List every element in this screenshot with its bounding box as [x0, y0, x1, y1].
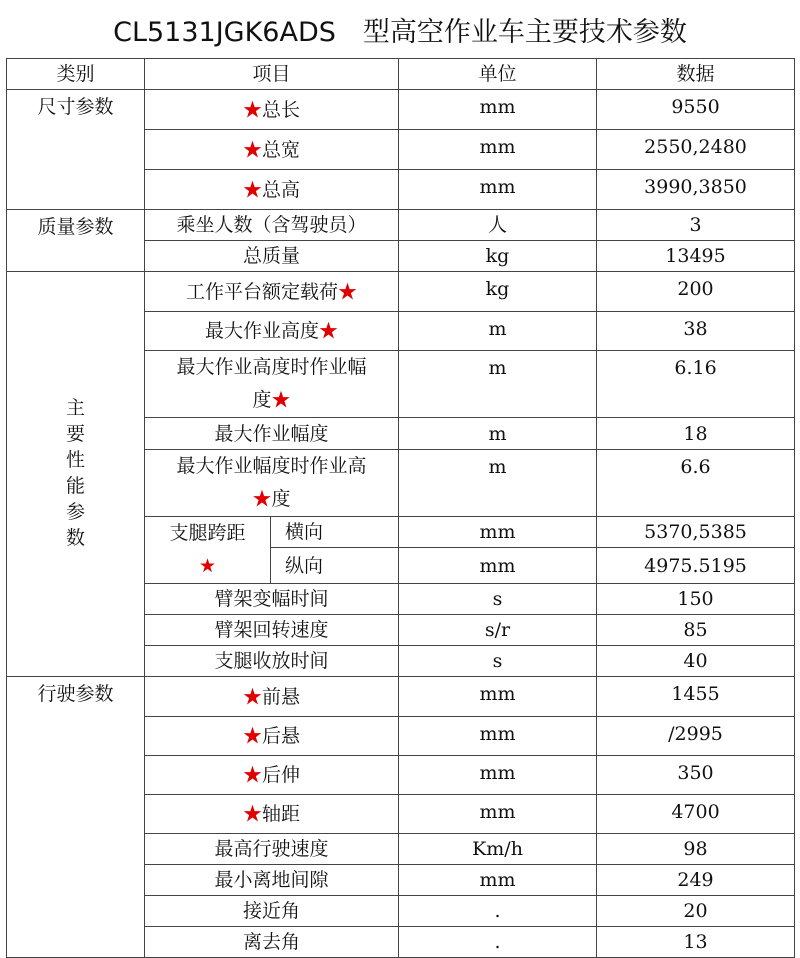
value-cell: 13 [597, 927, 795, 958]
group-dimensions: 尺寸参数 [7, 90, 145, 210]
page-title: CL5131JGK6ADS 型高空作业车主要技术参数 [113, 16, 687, 48]
unit-cell: s/r [399, 615, 597, 646]
star-icon: ★ [198, 555, 217, 577]
unit-cell: s [399, 584, 597, 615]
item-max-reach: 最大作业幅度 [145, 418, 399, 450]
table-row [7, 210, 795, 241]
table-row [7, 677, 795, 717]
value-cell: 3990,3850 [597, 170, 795, 210]
value-cell: 38 [597, 312, 795, 351]
star-icon: ★ [252, 488, 272, 510]
header-unit: 单位 [399, 59, 597, 90]
item-height-at-max-reach: 最大作业幅度时作业高 ★度 [145, 450, 399, 517]
item-boom-luffing-time: 臂架变幅时间 [145, 584, 399, 615]
unit-cell: m [399, 450, 597, 517]
unit-cell: m [399, 351, 597, 418]
unit-cell: s [399, 646, 597, 677]
group-performance: 主要性能参数 [7, 272, 145, 677]
value-cell: 200 [597, 272, 795, 312]
star-icon: ★ [242, 725, 262, 747]
item-departure-angle: 离去角 [145, 927, 399, 958]
star-icon: ★ [242, 178, 262, 201]
value-cell: 249 [597, 865, 795, 896]
value-cell: 20 [597, 896, 795, 927]
item-passengers: 乘坐人数（含驾驶员） [145, 210, 399, 241]
unit-cell: mm [399, 517, 597, 548]
unit-cell: mm [399, 717, 597, 756]
value-cell: 13495 [597, 241, 795, 272]
value-cell: 3 [597, 210, 795, 241]
unit-cell: m [399, 418, 597, 450]
item-total-width: ★总宽 [145, 130, 399, 170]
item-outrigger-longitudinal: 纵向 [271, 548, 399, 584]
value-cell: /2995 [597, 717, 795, 756]
item-boom-slew-speed: 臂架回转速度 [145, 615, 399, 646]
star-icon: ★ [242, 764, 262, 786]
star-icon: ★ [242, 685, 262, 708]
unit-cell: mm [399, 170, 597, 210]
star-icon: ★ [242, 138, 262, 161]
value-cell: 40 [597, 646, 795, 677]
item-reach-at-max-height: 最大作业高度时作业幅 度★ [145, 351, 399, 418]
item-ground-clearance: 最小离地间隙 [145, 865, 399, 896]
item-front-overhang: ★前悬 [145, 677, 399, 717]
unit-cell: mm [399, 795, 597, 834]
value-cell: 2550,2480 [597, 130, 795, 170]
unit-cell: mm [399, 130, 597, 170]
header-category: 类别 [7, 59, 145, 90]
item-rear-overhang: ★后悬 [145, 717, 399, 756]
unit-cell: kg [399, 241, 597, 272]
unit-cell: Km/h [399, 834, 597, 865]
unit-cell: 人 [399, 210, 597, 241]
unit-cell: . [399, 896, 597, 927]
item-max-speed: 最高行驶速度 [145, 834, 399, 865]
item-platform-load: 工作平台额定载荷★ [145, 272, 399, 312]
item-outrigger-time: 支腿收放时间 [145, 646, 399, 677]
unit-cell: kg [399, 272, 597, 312]
star-icon: ★ [242, 803, 262, 825]
value-cell: 85 [597, 615, 795, 646]
unit-cell: . [399, 927, 597, 958]
item-total-mass: 总质量 [145, 241, 399, 272]
header-row [7, 59, 795, 90]
group-driving: 行驶参数 [7, 677, 145, 958]
star-icon: ★ [338, 280, 358, 303]
value-cell: 1455 [597, 677, 795, 717]
unit-cell: m [399, 312, 597, 351]
value-cell: 6.6 [597, 450, 795, 517]
value-cell: 4700 [597, 795, 795, 834]
item-rear-extension: ★后伸 [145, 756, 399, 795]
item-outrigger-lateral: 横向 [271, 517, 399, 548]
value-cell: 5370,5385 [597, 517, 795, 548]
value-cell: 9550 [597, 90, 795, 130]
star-icon: ★ [242, 98, 262, 121]
unit-cell: mm [399, 548, 597, 584]
item-outrigger-span: 支腿跨距 ★ [145, 517, 271, 584]
value-cell: 150 [597, 584, 795, 615]
item-approach-angle: 接近角 [145, 896, 399, 927]
header-item: 项目 [145, 59, 399, 90]
item-max-height: 最大作业高度★ [145, 312, 399, 351]
value-cell: 18 [597, 418, 795, 450]
group-mass: 质量参数 [7, 210, 145, 272]
unit-cell: mm [399, 756, 597, 795]
value-cell: 4975.5195 [597, 548, 795, 584]
unit-cell: mm [399, 90, 597, 130]
spec-table [6, 58, 795, 958]
header-data: 数据 [597, 59, 795, 90]
item-total-length: ★总长 [145, 90, 399, 130]
value-cell: 350 [597, 756, 795, 795]
table-row [7, 90, 795, 130]
value-cell: 6.16 [597, 351, 795, 418]
table-row [7, 272, 795, 312]
item-total-height: ★总高 [145, 170, 399, 210]
unit-cell: mm [399, 865, 597, 896]
item-wheelbase: ★轴距 [145, 795, 399, 834]
star-icon: ★ [319, 320, 339, 342]
value-cell: 98 [597, 834, 795, 865]
star-icon: ★ [271, 389, 291, 411]
unit-cell: mm [399, 677, 597, 717]
